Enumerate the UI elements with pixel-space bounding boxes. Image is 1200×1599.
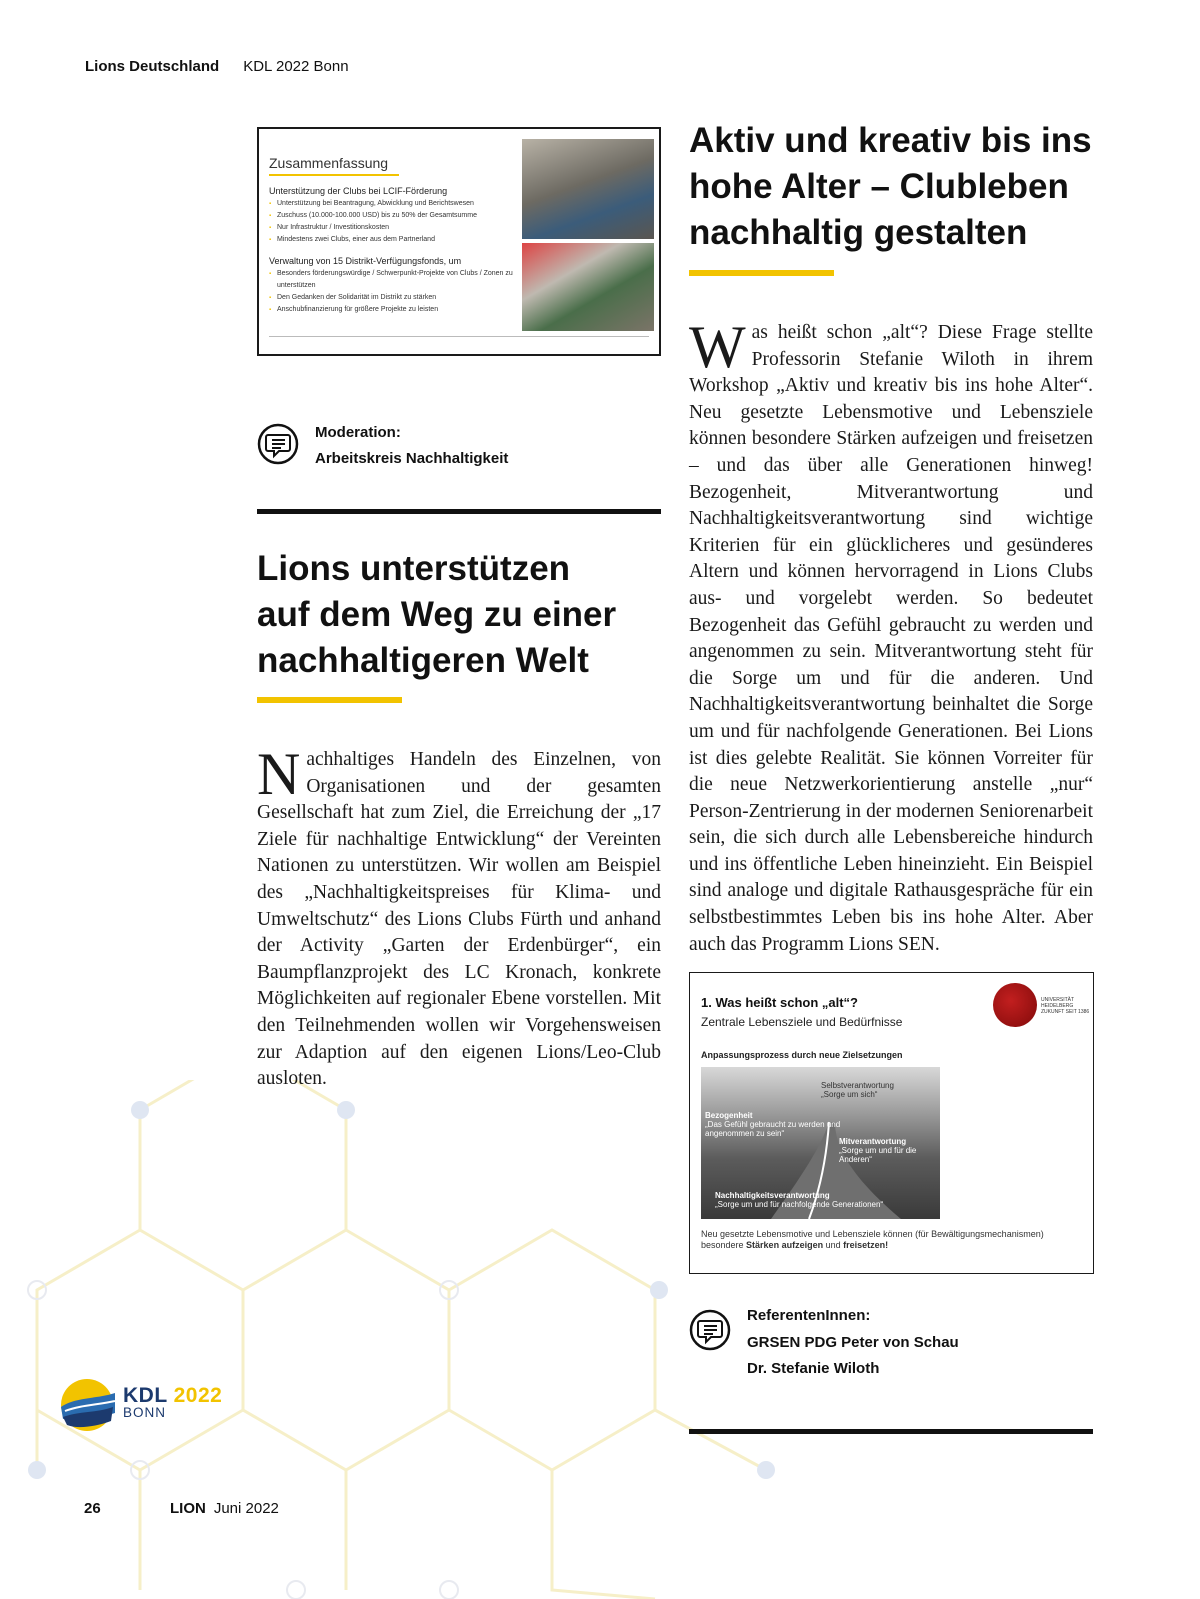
title-line: nachhaltigeren Welt xyxy=(257,641,589,680)
title-line: hohe Alter – Clubleben xyxy=(689,167,1069,206)
label-subtext: „Sorge um und für die Anderen“ xyxy=(839,1146,917,1164)
title-line: Aktiv und kreativ bis ins xyxy=(689,121,1092,160)
note-text: Neu gesetzte Lebensmotive und Lebensziele können (für Bewältigungsmechanismen) besondere xyxy=(701,1229,1044,1250)
referenten-label: ReferentenInnen: xyxy=(747,1307,871,1324)
slide1-item: ▪ Mindestens zwei Clubs, einer aus dem Partnerland xyxy=(269,234,521,246)
label-mitverantwortung xyxy=(839,1137,939,1164)
label-nachhaltigkeitsverantwortung xyxy=(715,1191,940,1209)
slide1-item: ▪ Den Gedanken der Solidarität im Distrikt zu stärken xyxy=(269,292,521,304)
slide1-section2-head: Verwaltung von 15 Distrikt-Verfügungsfonds, um xyxy=(269,256,462,266)
label-subtext: „Sorge um und für nachfolgende Generationen“ xyxy=(715,1200,884,1209)
was-heisst-alt-slide xyxy=(689,972,1094,1274)
slide1-title-rule xyxy=(269,174,399,176)
slide1-title: Zusammenfassung xyxy=(269,155,389,171)
referenten-block xyxy=(747,1303,959,1383)
label-subtext: „Sorge um sich“ xyxy=(821,1090,878,1099)
slide1-section1-head: Unterstützung der Clubs bei LCIF-Förderung xyxy=(269,186,448,196)
moderation-block xyxy=(315,420,508,472)
left-article-body xyxy=(257,741,661,1093)
dropcap: N xyxy=(257,741,301,807)
title-underline xyxy=(689,270,834,276)
section-rule xyxy=(689,1429,1093,1434)
running-header xyxy=(85,58,349,75)
label-subtext: „Das Gefühl gebraucht zu werden und angenommen zu sein“ xyxy=(705,1120,841,1138)
left-article-title xyxy=(257,546,661,684)
right-article-text: as heißt schon „alt“? Diese Frage stellte Professorin Stefanie Wiloth in ihrem Workshop „Aktiv und kreativ bis ins hohe Alter“. Neu gesetzte Lebensmotive und Lebensziele können besondere Stärken aufzeigen und freisetzen – und das über alle Generationen hinweg! Bezogenheit, Mitverantwortung und Nachhaltigkeitsverantwortung sind wichtige Kriterien für ein glücklicheres und gesünderes Altern und können hervorragend in Lions Clubs aus- und vorgelebt werden. So bedeutet Bezogenheit das Gefühl gebraucht zu werden und angenommen zu sein. Mitverantwortung steht für die Sorge um und für die anderen. Und Nachhaltigkeitsverantwortung beinhaltet die Sorge um und für nachfolgende Generationen. Bei Lions ist dies gelebte Realität. Sie können Vorreiter für die neue Netzwerkorientierung anstelle „nur“ Person-Zentrierung in der modernen Seniorenarbeit sein, die sich durch alle Lebensbereiche hindurch und ins öffentliche Leben hineinzieht. Ein Beispiel sind analoge und digitale Rathausgespräche für ein selbstbestimmtes Leben bis ins hohe Alter. Aber auch das Programm Lions SEN. xyxy=(689,322,1093,955)
left-article-text: achhaltiges Handeln des Einzelnen, von Organisationen und der gesamten Gesellschaft hat zum Ziel, die Erreichung der „17 Ziele für nachhaltige Entwicklung“ der Vereinten Nationen zu unterstützen. Wir wollen am Beispiel des „Nachhaltigkeitspreises für Klima- und Umweltschutz“ des Lions Clubs Fürth und anhand der Activity „Garten der Erdenbürger“, ein Baumpflanzprojekt des LC Kronach, konkrete Möglichkeiten auf regionaler Ebene vorstellen. Mit den Teilnehmenden wollen wir Vorgehensweisen zur Adaption auf den eigenen Lions/Leo-Club ausloten. xyxy=(257,749,661,1090)
kdl-logo-text xyxy=(123,1384,222,1420)
section-rule xyxy=(257,509,661,514)
slide2-note xyxy=(701,1229,1081,1251)
right-article-body xyxy=(689,314,1093,958)
lcif-summary-slide xyxy=(257,127,661,356)
speech-bubble-icon xyxy=(689,1309,731,1351)
label-text: Nachhaltigkeitsverantwortung xyxy=(715,1191,830,1200)
label-text: Bezogenheit xyxy=(705,1111,753,1120)
logo-kdl: KDL xyxy=(123,1384,168,1407)
university-seal-icon xyxy=(993,983,1037,1027)
title-line: auf dem Weg zu einer xyxy=(257,595,617,634)
slide2-process-heading: Anpassungsprozess durch neue Zielsetzungen xyxy=(701,1050,903,1060)
slide1-photo-water-pump xyxy=(522,139,654,239)
referent-name: GRSEN PDG Peter von Schau xyxy=(747,1333,959,1351)
note-text: und xyxy=(823,1240,844,1250)
slide1-item: ▪ Zuschuss (10.000-100.000 USD) bis zu 50% der Gesamtsumme xyxy=(269,210,521,222)
magazine-name: LION xyxy=(170,1500,206,1517)
slide1-photo-volunteers xyxy=(522,243,654,331)
logo-city: BONN xyxy=(123,1405,167,1420)
label-text: Mitverantwortung xyxy=(839,1137,907,1146)
slide2-title: 1. Was heißt schon „alt“? xyxy=(701,995,858,1010)
title-line: Lions unterstützen xyxy=(257,549,571,588)
label-bezogenheit xyxy=(705,1111,855,1138)
header-brand: Lions Deutschland xyxy=(85,58,220,75)
speech-bubble-icon xyxy=(257,423,299,465)
road-photo xyxy=(701,1067,940,1219)
header-event: KDL 2022 Bonn xyxy=(243,58,349,75)
slide1-footer-rule xyxy=(269,336,649,350)
slide1-item: ▪ Nur Infrastruktur / Investitionskosten xyxy=(269,222,521,234)
page-number: 26 xyxy=(84,1500,101,1517)
moderation-value: Arbeitskreis Nachhaltigkeit xyxy=(315,450,509,467)
slide1-item: ▪ Anschubfinanzierung für größere Projekte zu leisten xyxy=(269,304,521,316)
note-emphasis: Stärken aufzeigen xyxy=(746,1240,824,1250)
page-footer xyxy=(84,1500,279,1517)
logo-year: 2022 xyxy=(173,1384,223,1407)
slide1-item: ▪ Besonders förderungswürdige / Schwerpunkt-Projekte von Clubs / Zonen zu unterstützen xyxy=(269,268,521,292)
referent-name: Dr. Stefanie Wiloth xyxy=(747,1360,880,1377)
label-selbstverantwortung xyxy=(821,1081,894,1099)
university-name: UNIVERSITÄT HEIDELBERG ZUKUNFT SEIT 1386 xyxy=(1041,997,1090,1015)
title-line: nachhaltig gestalten xyxy=(689,213,1028,252)
slide1-item: ▪ Unterstützung bei Beantragung, Abwicklung und Berichtswesen xyxy=(269,198,521,210)
label-text: Selbstverantwortung xyxy=(821,1081,894,1090)
dropcap: W xyxy=(689,314,746,380)
slide2-subtitle: Zentrale Lebensziele und Bedürfnisse xyxy=(701,1015,903,1029)
note-emphasis: freisetzen! xyxy=(843,1240,889,1250)
moderation-label: Moderation: xyxy=(315,424,401,441)
issue-date: Juni 2022 xyxy=(213,1500,279,1517)
right-article-title xyxy=(689,118,1099,256)
title-underline xyxy=(257,697,402,703)
